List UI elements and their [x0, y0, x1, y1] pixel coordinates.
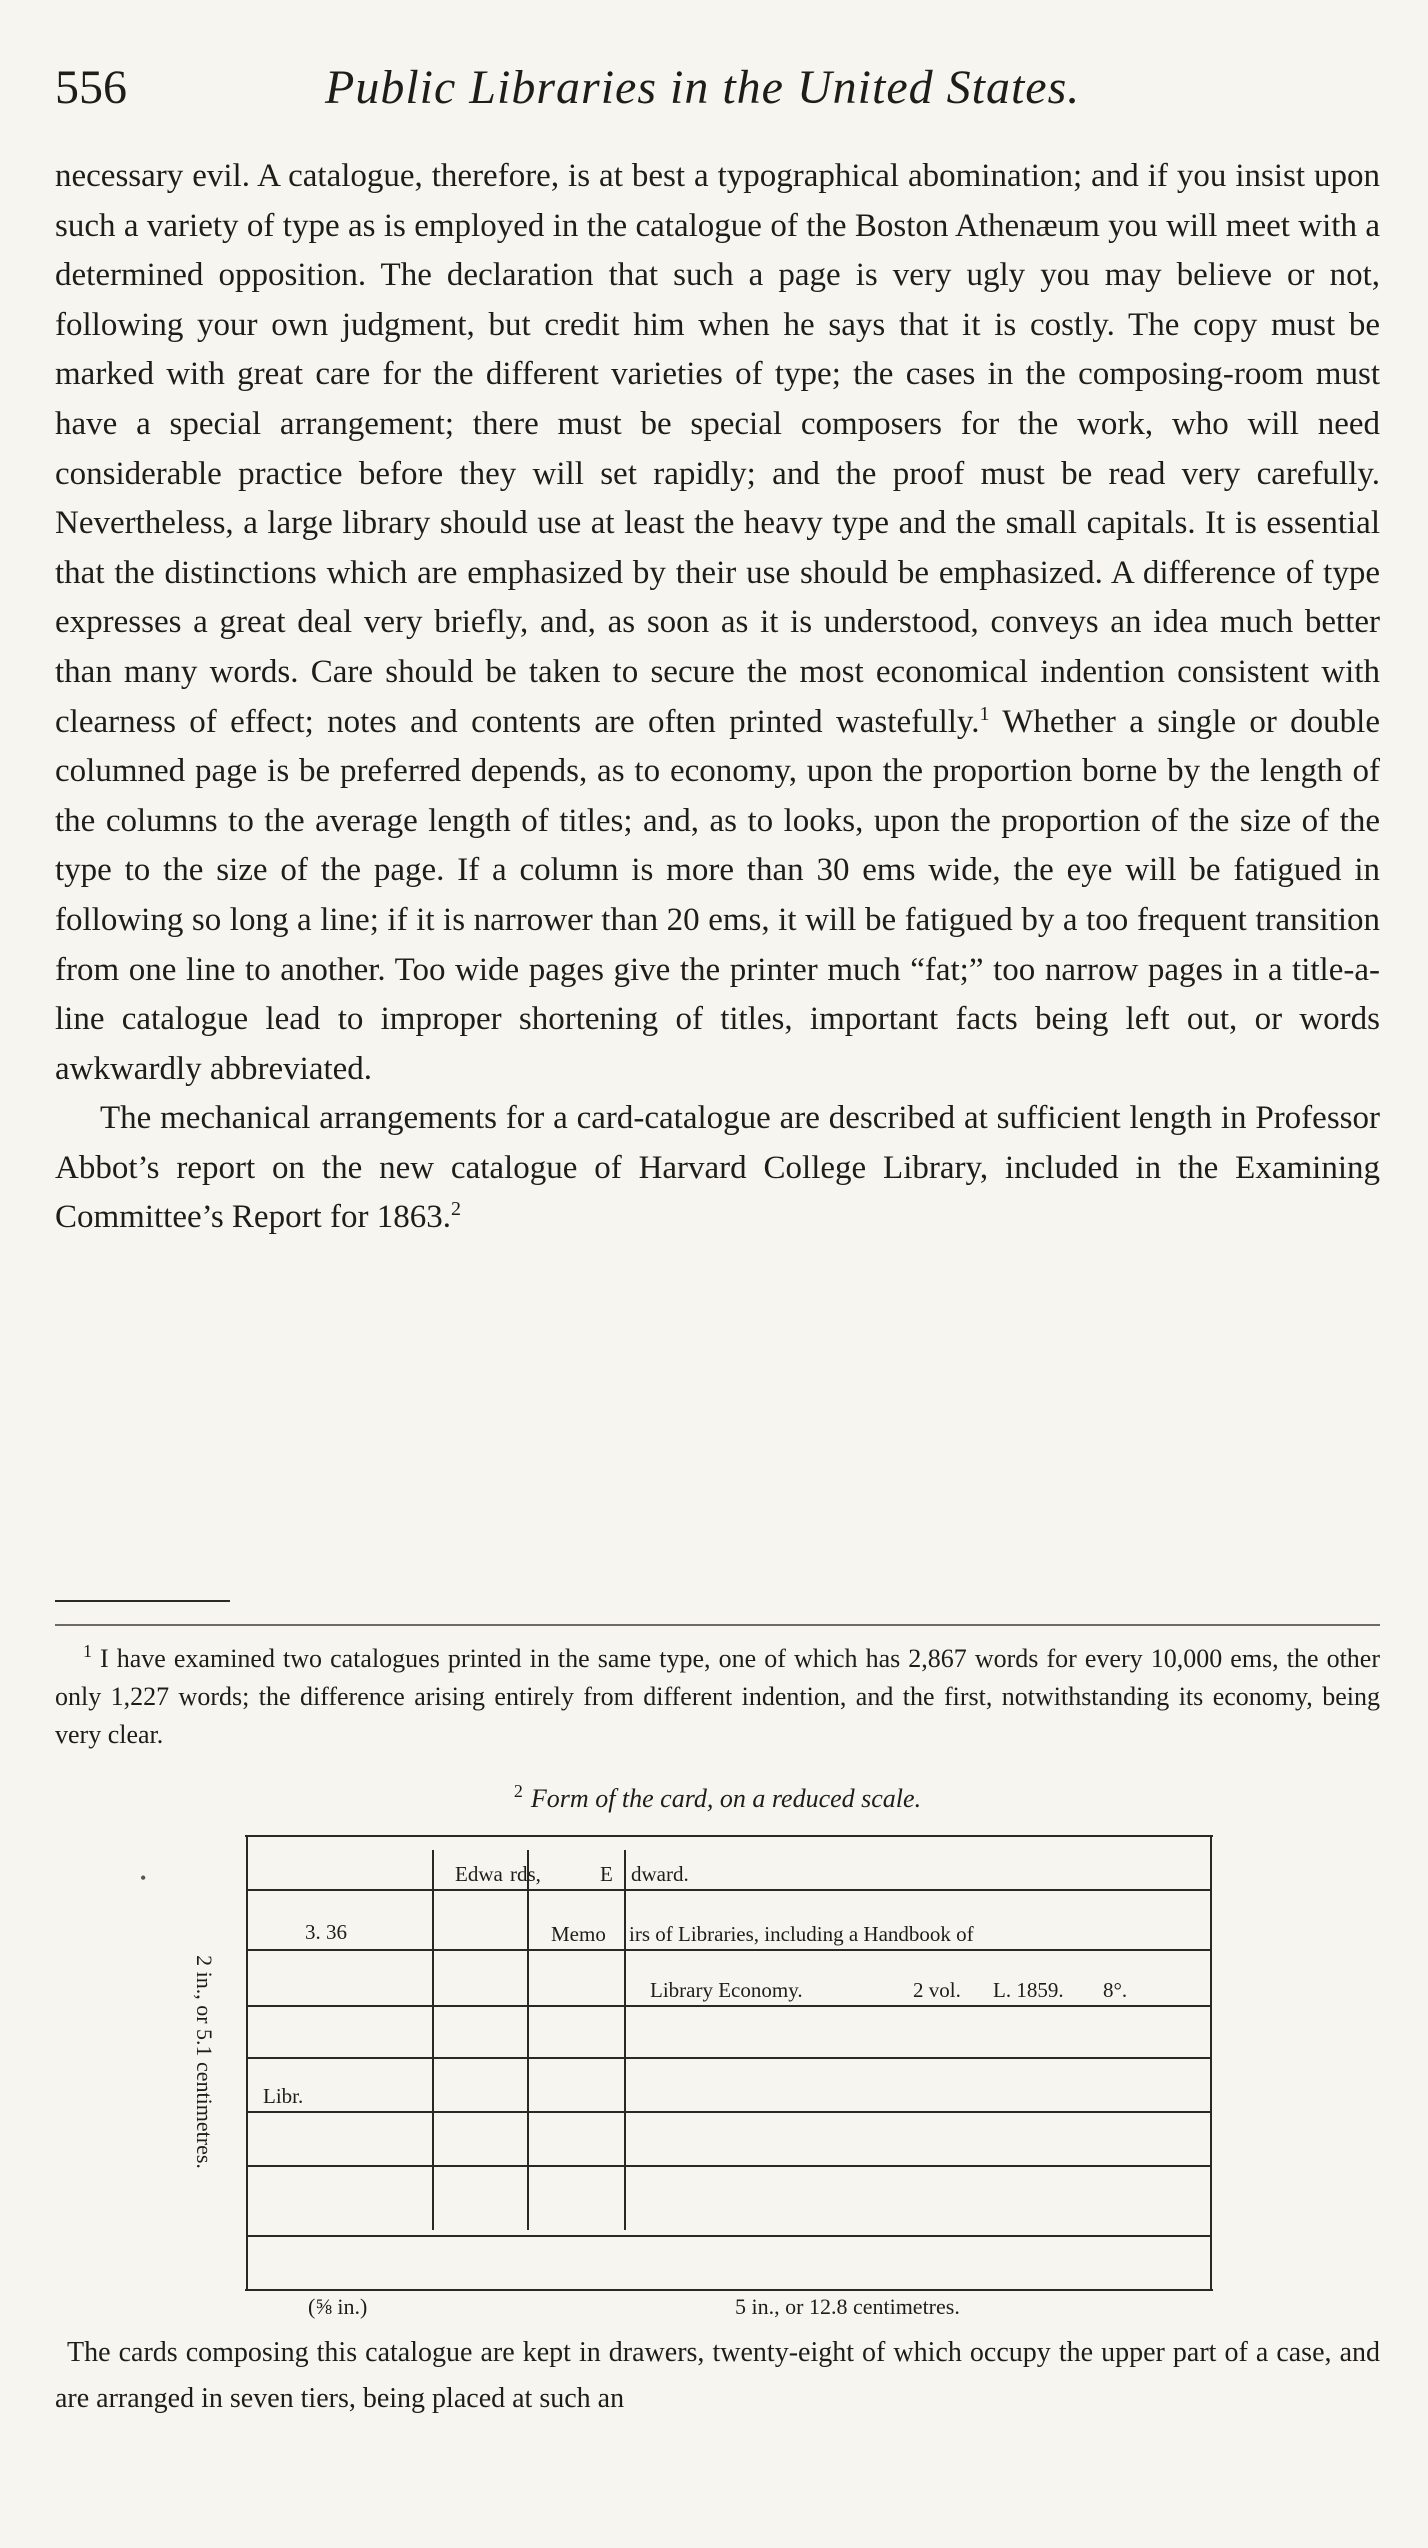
- card-author-part-1: Edwa: [455, 1862, 503, 1886]
- footnote-1-mark: 1: [83, 1641, 92, 1662]
- footnote-1-text: I have examined two catalogues printed in the same type, one of which has 2,867 words for every 10,000 ems, the other only 1,227 words; the difference arising entirely from different indention, and the first, notwithstanding its economy, being very clear.: [55, 1644, 1380, 1749]
- footnote-1: [55, 1640, 1380, 1754]
- card-width-dimension: 5 in., or 12.8 centimetres.: [735, 2294, 960, 2319]
- card-title-part-1: Memo: [551, 1922, 606, 1946]
- footnote-ref-2: 2: [450, 1198, 461, 1221]
- catalogue-card-figure: [245, 1832, 1213, 2292]
- card-volumes: 2 vol.: [913, 1978, 961, 2002]
- paragraph-2-text: The mechanical arrangements for a card-catalogue are described at sufficient length in Professor Abbot’s report on the new catalogue of Harvard College Library, included in the Examining Committee’s Report for 1863.: [55, 1100, 1380, 1236]
- footnote-ref-1: 1: [979, 702, 990, 725]
- paragraph-1: [55, 152, 1380, 1094]
- closing-paragraph: [55, 2330, 1380, 2422]
- card-author-part-3: dward.: [631, 1862, 689, 1886]
- paragraph-1-text: necessary evil. A catalogue, therefore, is at best a typographical abomination; and if you insist upon such a variety of type as is employed in the catalogue of the Boston Athenæum you will meet with a determined opposition. The declaration that such a page is very ugly you may believe or not, following your own judgment, but credit him when he says that it is costly. The copy must be marked with great care for the different varieties of type; the cases in the composing-room must have a special arrangement; there must be special composers for the work, who will need considerable practice before they will set rapidly; and the proof must be read very carefully. Nevertheless, a large library should use at least the heavy type and the small capitals. It is essential that the distinctions which are emphasized by their use should be emphasized. A difference of type expresses a great deal very briefly, and, as soon as it is understood, conveys an idea much better than many words. Care should be taken to secure the most economical indention consistent with clearness of effect; notes and contents are often printed wastefully.: [55, 158, 1380, 740]
- running-title: Public Libraries in the United States.: [325, 61, 1081, 114]
- page-header: [55, 60, 1385, 130]
- card-title-part-2: irs of Libraries, including a Handbook of: [629, 1922, 974, 1946]
- paragraph-end-rule: [55, 1600, 230, 1602]
- stray-dot: •: [140, 1868, 147, 1888]
- paragraph-2: [55, 1094, 1380, 1243]
- paragraph-1-continued: Whether a single or double columned page is be preferred depends, as to economy, upon the proportion borne by the length of the columns to the average length of titles; and, as to looks, upon the proportion of the size of the type to the size of the page. If a column is more than 30 ems wide, the eye will be fatigued in following so long a line; if it is narrower than 20 ems, it will be fatigued by a too frequent transition from one line to another. Too wide pages give the printer much “fat;” too narrow pages in a title-a-line catalogue lead to improper shortening of titles, important facts being left out, or words awkwardly abbreviated.: [55, 703, 1380, 1087]
- footnote-divider: [55, 1624, 1380, 1626]
- card-height-dimension: 2 in., or 5.1 centimetres.: [192, 1955, 217, 2169]
- card-title-line-2: Library Economy.: [650, 1978, 803, 2002]
- card-shelf-label: Libr.: [263, 2084, 304, 2108]
- card-author-part-2: rds,: [510, 1862, 541, 1886]
- footnotes: [55, 1640, 1380, 1813]
- footnote-2: [55, 1780, 1380, 1818]
- card-rulings: [245, 1832, 1213, 2292]
- card-call-number: 3. 36: [305, 1920, 347, 1944]
- footnote-2-mark: 2: [513, 1781, 523, 1802]
- card-margin-dimension: (⅝ in.): [308, 2294, 368, 2319]
- body-text: [55, 152, 1380, 1243]
- footnote-2-text: Form of the card, on a reduced scale.: [530, 1784, 922, 1813]
- page-number: 556: [55, 61, 127, 114]
- card-place-year: L. 1859.: [993, 1978, 1064, 2002]
- closing-text: The cards composing this catalogue are kept in drawers, twenty-eight of which occupy the upper part of a case, and are arranged in seven tiers, being placed at such an: [55, 2337, 1380, 2414]
- card-author-initial: E: [600, 1862, 613, 1886]
- card-format: 8°.: [1103, 1978, 1128, 2002]
